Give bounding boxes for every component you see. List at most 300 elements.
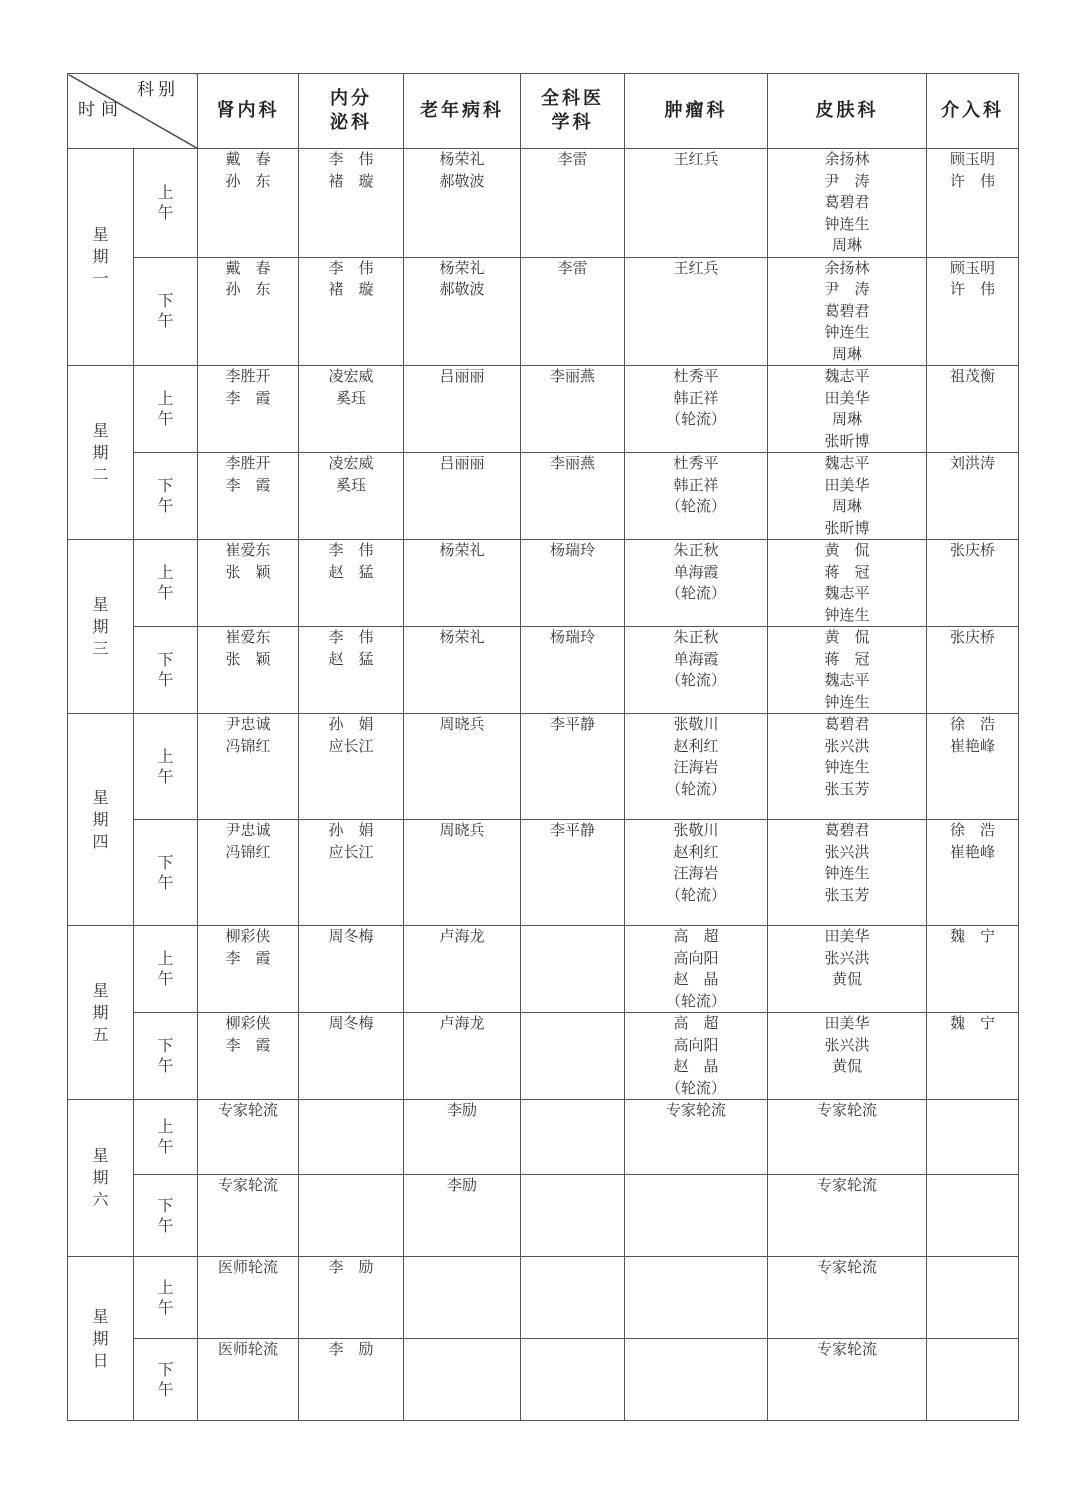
doctor-cell (521, 453, 625, 540)
day-label-char: 六 (92, 1190, 109, 1209)
doctor-name: 杨荣礼 (439, 628, 485, 646)
half-day-label (134, 1013, 198, 1100)
doctor-cell (198, 820, 299, 926)
doctor-cell (299, 714, 404, 820)
doctor-cell (625, 1339, 768, 1421)
doctor-name: 蒋 冠 (824, 649, 870, 668)
doctor-cell (927, 820, 1019, 926)
doctor-name: 冯锦红 (225, 842, 271, 861)
day-label-char: 星 (92, 980, 109, 1000)
half-day-label-char: 午 (157, 202, 174, 222)
doctor-name: 黄侃 (831, 970, 862, 988)
doctor-name: 张 颖 (225, 562, 271, 581)
doctor-name: 余扬林 (824, 258, 870, 277)
doctor-name: （轮流） (665, 410, 726, 428)
doctor-name: 钟连生 (824, 605, 870, 624)
doctor-cell (299, 149, 404, 258)
doctor-name: 专家轮流 (816, 1340, 877, 1358)
half-day-label-char: 午 (157, 872, 174, 892)
doctor-name: 高 超 (673, 927, 719, 945)
doctor-name: 魏志平 (824, 367, 870, 385)
doctor-name: 吕丽丽 (439, 367, 485, 385)
doctor-cell (768, 714, 927, 820)
doctor-name: 葛碧君 (824, 193, 870, 211)
doctor-name: 周晓兵 (439, 821, 485, 839)
doctor-cell (768, 820, 927, 926)
doctor-cell (299, 1257, 404, 1339)
doctor-name: 顾玉明 (949, 258, 995, 277)
doctor-name: 朱正秋 (673, 628, 719, 646)
doctor-name: 专家轮流 (217, 1176, 278, 1194)
doctor-cell (625, 1175, 768, 1257)
doctor-name: 吕丽丽 (439, 454, 485, 472)
doctor-name: 李 伟 (328, 628, 374, 646)
doctor-name: 汪海岩 (673, 864, 719, 882)
doctor-cell (768, 926, 927, 1013)
doctor-name: 周琳 (831, 410, 862, 428)
doctor-cell (768, 1100, 927, 1175)
doctor-cell (299, 1100, 404, 1175)
day-label-char: 一 (92, 269, 109, 288)
half-day-label (134, 540, 198, 627)
doctor-name: 孙 娟 (328, 715, 374, 733)
doctor-cell (521, 257, 625, 366)
doctor-cell (404, 540, 521, 627)
dept-header-label: 介入科 (941, 100, 1004, 121)
doctor-name: 专家轮流 (816, 1258, 877, 1276)
doctor-name: 李 霞 (225, 475, 271, 494)
doctor-cell (299, 257, 404, 366)
doctor-name: 李雷 (557, 150, 588, 168)
doctor-name: 蒋 冠 (824, 562, 870, 581)
doctor-cell (625, 366, 768, 453)
doctor-name: 魏 宁 (949, 1014, 995, 1032)
day-label-char: 三 (92, 638, 109, 658)
day-label-char: 期 (92, 809, 109, 829)
doctor-name: 田美华 (824, 388, 870, 407)
day-label-char: 期 (92, 247, 109, 266)
doctor-name: 戴 春 (225, 258, 271, 277)
doctor-name: 徐 浩 (949, 821, 995, 839)
doctor-name: 朱正秋 (673, 541, 719, 559)
doctor-name: 周晓兵 (439, 715, 485, 733)
doctor-cell (625, 926, 768, 1013)
doctor-name: （轮流） (665, 885, 726, 904)
doctor-name: （轮流） (665, 497, 726, 515)
doctor-name: 崔艳峰 (949, 736, 995, 755)
half-day-label (134, 820, 198, 926)
doctor-name: 李平静 (549, 821, 595, 839)
schedule-row (68, 926, 1019, 1013)
doctor-name: 医师轮流 (217, 1340, 278, 1358)
doctor-cell (198, 1339, 299, 1421)
doctor-cell (521, 627, 625, 714)
day-label-char: 星 (92, 1306, 109, 1326)
half-day-label-char: 午 (157, 969, 174, 988)
half-day-label-char: 午 (157, 311, 174, 331)
day-label (68, 540, 134, 714)
doctor-cell (625, 149, 768, 258)
doctor-name: 医师轮流 (217, 1258, 278, 1276)
doctor-cell (521, 820, 625, 926)
doctor-name: 钟连生 (824, 692, 870, 711)
doctor-name: 钟连生 (824, 323, 870, 341)
corner-header (68, 74, 198, 149)
doctor-name: 周琳 (831, 344, 862, 363)
doctor-name: 卢海龙 (439, 927, 485, 945)
doctor-cell (625, 1100, 768, 1175)
doctor-name: 张昕博 (824, 518, 870, 537)
doctor-name: （轮流） (665, 779, 726, 798)
doctor-name: 李 励 (328, 1340, 374, 1358)
doctor-cell (404, 1257, 521, 1339)
half-day-label-char: 下 (157, 1036, 174, 1055)
doctor-name: 顾玉明 (949, 150, 995, 168)
doctor-cell (927, 926, 1019, 1013)
day-label-char: 星 (92, 594, 109, 614)
doctor-name: 高向阳 (673, 948, 719, 967)
half-day-label (134, 1339, 198, 1421)
half-day-label-char: 午 (157, 670, 174, 689)
doctor-name: 许 伟 (949, 171, 995, 190)
schedule-row (68, 366, 1019, 453)
doctor-name: 钟连生 (824, 758, 870, 776)
doctor-name: 杨瑞玲 (549, 628, 595, 646)
day-label (68, 926, 134, 1100)
half-day-label-char: 上 (157, 1117, 174, 1136)
doctor-name: 专家轮流 (816, 1101, 877, 1119)
doctor-name: 钟连生 (824, 864, 870, 882)
day-label-char: 期 (92, 442, 109, 462)
half-day-label-char: 午 (157, 496, 174, 515)
doctor-cell (768, 627, 927, 714)
header-row (68, 74, 1019, 149)
doctor-cell (198, 257, 299, 366)
doctor-cell (768, 1339, 927, 1421)
doctor-name: 黄 侃 (824, 628, 870, 646)
doctor-name: 奚珏 (335, 388, 366, 407)
doctor-name: 张兴洪 (824, 736, 870, 755)
doctor-cell (625, 257, 768, 366)
doctor-name: 赵 晶 (673, 1057, 719, 1075)
doctor-cell (299, 926, 404, 1013)
doctor-name: 李励 (446, 1101, 477, 1119)
doctor-cell (927, 366, 1019, 453)
doctor-cell (404, 820, 521, 926)
half-day-label (134, 1175, 198, 1257)
doctor-cell (625, 453, 768, 540)
doctor-name: 李 伟 (328, 150, 374, 168)
corner-time-label: 时间 (78, 100, 124, 120)
doctor-name: 周琳 (831, 497, 862, 515)
doctor-name: 专家轮流 (665, 1101, 726, 1119)
dept-header-label: 肾内科 (216, 100, 280, 121)
doctor-name: 崔爱东 (225, 628, 271, 646)
doctor-cell (625, 1257, 768, 1339)
doctor-name: 专家轮流 (816, 1176, 877, 1194)
day-label (68, 149, 134, 366)
doctor-cell (299, 820, 404, 926)
doctor-name: 葛碧君 (824, 301, 870, 320)
day-label-char: 星 (92, 225, 109, 244)
doctor-cell (198, 366, 299, 453)
doctor-name: 张敬川 (673, 821, 719, 839)
half-day-label-char: 上 (157, 746, 174, 766)
doctor-cell (198, 149, 299, 258)
doctor-cell (404, 1013, 521, 1100)
half-day-label-char: 上 (157, 182, 174, 202)
day-label-char: 四 (92, 831, 109, 851)
schedule-row (68, 714, 1019, 820)
day-label-char: 五 (92, 1024, 109, 1044)
doctor-cell (768, 366, 927, 453)
day-label (68, 1257, 134, 1421)
doctor-cell (198, 1013, 299, 1100)
doctor-name: 杨荣礼 (439, 150, 485, 168)
doctor-name: 李丽燕 (549, 454, 595, 472)
dept-header-label: 皮肤科 (815, 100, 879, 121)
day-label-char: 星 (92, 1146, 109, 1165)
half-day-label-char: 午 (157, 1056, 174, 1075)
doctor-cell (299, 627, 404, 714)
doctor-name: （轮流） (665, 671, 726, 689)
day-label-char: 星 (92, 420, 109, 440)
doctor-name: 田美华 (824, 927, 870, 945)
doctor-name: 葛碧君 (824, 821, 870, 839)
half-day-label-char: 午 (157, 409, 174, 428)
dept-header (521, 74, 625, 149)
half-day-label-char: 下 (157, 852, 174, 872)
schedule-row (68, 1339, 1019, 1421)
doctor-name: 凌宏威 (328, 454, 374, 472)
doctor-cell (198, 1257, 299, 1339)
doctor-cell (768, 1013, 927, 1100)
doctor-cell (404, 627, 521, 714)
doctor-name: 杨荣礼 (439, 258, 485, 277)
schedule-row (68, 627, 1019, 714)
doctor-cell (927, 257, 1019, 366)
half-day-label-char: 上 (157, 563, 174, 582)
doctor-name: 余扬林 (824, 150, 870, 168)
schedule-row (68, 453, 1019, 540)
half-day-label-char: 午 (157, 1379, 174, 1399)
doctor-name: 张庆桥 (949, 541, 995, 559)
doctor-cell (404, 1175, 521, 1257)
doctor-name: 李 霞 (225, 948, 271, 967)
half-day-label (134, 1257, 198, 1339)
doctor-cell (768, 257, 927, 366)
dept-header (625, 74, 768, 149)
doctor-cell (299, 453, 404, 540)
doctor-name: 周琳 (831, 236, 862, 254)
half-day-label-char: 午 (157, 1297, 174, 1317)
dept-header-label: 内分 泌科 (330, 88, 372, 133)
schedule-table (67, 73, 1019, 1421)
half-day-label-char: 下 (157, 291, 174, 311)
doctor-name: 孙 娟 (328, 821, 374, 839)
doctor-name: 魏志平 (824, 584, 870, 602)
half-day-label-char: 午 (157, 1137, 174, 1156)
half-day-label (134, 149, 198, 258)
doctor-cell (625, 627, 768, 714)
doctor-cell (198, 1100, 299, 1175)
doctor-name: 王红兵 (673, 150, 719, 168)
half-day-label-char: 上 (157, 389, 174, 408)
doctor-name: 赵利红 (673, 736, 719, 755)
doctor-name: 田美华 (824, 475, 870, 494)
doctor-name: 杜秀平 (673, 454, 719, 472)
doctor-cell (625, 1013, 768, 1100)
doctor-cell (521, 1013, 625, 1100)
doctor-name: 孙 东 (225, 280, 271, 298)
half-day-label (134, 714, 198, 820)
doctor-cell (927, 453, 1019, 540)
doctor-name: 崔艳峰 (949, 842, 995, 861)
doctor-name: 田美华 (824, 1014, 870, 1032)
doctor-name: 张兴洪 (824, 948, 870, 967)
schedule-row (68, 540, 1019, 627)
doctor-cell (299, 1013, 404, 1100)
doctor-name: 高 超 (673, 1014, 719, 1032)
doctor-name: 杨瑞玲 (549, 541, 595, 559)
half-day-label (134, 1100, 198, 1175)
doctor-cell (927, 540, 1019, 627)
doctor-name: 张玉芳 (824, 885, 870, 904)
day-label-char: 期 (92, 616, 109, 636)
doctor-cell (521, 1175, 625, 1257)
doctor-name: 凌宏威 (328, 367, 374, 385)
day-label-char: 期 (92, 1002, 109, 1022)
doctor-name: 李 励 (328, 1258, 374, 1276)
doctor-name: 冯锦红 (225, 736, 271, 755)
doctor-name: 赵 猛 (328, 562, 374, 581)
dept-header-label: 老年病科 (420, 100, 504, 121)
doctor-cell (299, 366, 404, 453)
doctor-name: 魏 宁 (949, 927, 995, 945)
doctor-name: 张昕博 (824, 431, 870, 450)
doctor-name: 郝敬波 (439, 280, 485, 298)
doctor-name: 尹 涛 (824, 280, 870, 298)
doctor-name: 钟连生 (824, 214, 870, 233)
doctor-cell (768, 1257, 927, 1339)
dept-header (198, 74, 299, 149)
doctor-cell (198, 926, 299, 1013)
doctor-cell (927, 1100, 1019, 1175)
half-day-label-char: 上 (157, 1277, 174, 1297)
schedule-body (68, 149, 1019, 1421)
half-day-label (134, 257, 198, 366)
doctor-cell (404, 926, 521, 1013)
doctor-name: 应长江 (328, 736, 374, 755)
doctor-cell (299, 1175, 404, 1257)
doctor-name: 李丽燕 (549, 367, 595, 385)
doctor-name: 张庆桥 (949, 628, 995, 646)
doctor-cell (404, 453, 521, 540)
doctor-name: 魏志平 (824, 671, 870, 689)
doctor-name: 卢海龙 (439, 1014, 485, 1032)
day-label (68, 1100, 134, 1257)
half-day-label (134, 453, 198, 540)
doctor-name: （轮流） (665, 991, 726, 1010)
doctor-cell (927, 714, 1019, 820)
doctor-name: 应长江 (328, 842, 374, 861)
doctor-name: 李 霞 (225, 1035, 271, 1054)
doctor-name: 李平静 (549, 715, 595, 733)
doctor-name: 张 颖 (225, 649, 271, 668)
doctor-cell (521, 540, 625, 627)
doctor-cell (198, 540, 299, 627)
doctor-cell (521, 1100, 625, 1175)
doctor-name: 李 伟 (328, 258, 374, 277)
day-label (68, 714, 134, 926)
doctor-name: 李 伟 (328, 541, 374, 559)
doctor-cell (299, 540, 404, 627)
schedule-row (68, 149, 1019, 258)
doctor-cell (404, 714, 521, 820)
schedule-row (68, 1175, 1019, 1257)
doctor-name: 黄侃 (831, 1057, 862, 1075)
doctor-name: 赵利红 (673, 842, 719, 861)
doctor-name: 张兴洪 (824, 842, 870, 861)
doctor-cell (625, 820, 768, 926)
doctor-cell (927, 627, 1019, 714)
doctor-name: 单海霞 (673, 562, 719, 581)
schedule-row (68, 257, 1019, 366)
doctor-cell (768, 149, 927, 258)
doctor-cell (404, 257, 521, 366)
doctor-name: （轮流） (665, 1078, 726, 1097)
doctor-cell (768, 453, 927, 540)
half-day-label (134, 627, 198, 714)
day-label-char: 二 (92, 464, 109, 484)
doctor-cell (198, 627, 299, 714)
doctor-cell (521, 1257, 625, 1339)
doctor-name: 高向阳 (673, 1035, 719, 1054)
doctor-name: 褚 璇 (328, 171, 374, 190)
doctor-name: 柳彩侠 (225, 1014, 271, 1032)
doctor-cell (927, 149, 1019, 258)
doctor-name: 李 霞 (225, 388, 271, 407)
dept-header (768, 74, 927, 149)
doctor-name: 尹 涛 (824, 171, 870, 190)
doctor-cell (198, 714, 299, 820)
doctor-name: 杨荣礼 (439, 541, 485, 559)
doctor-name: 尹忠诚 (225, 821, 271, 839)
doctor-cell (768, 540, 927, 627)
doctor-name: 周冬梅 (328, 1014, 374, 1032)
doctor-name: 葛碧君 (824, 715, 870, 733)
half-day-label (134, 926, 198, 1013)
day-label-char: 日 (92, 1350, 109, 1370)
doctor-cell (927, 1257, 1019, 1339)
doctor-name: 祖茂衡 (949, 367, 995, 385)
schedule-row (68, 1100, 1019, 1175)
doctor-name: 杜秀平 (673, 367, 719, 385)
doctor-name: 戴 春 (225, 150, 271, 168)
half-day-label-char: 午 (157, 583, 174, 602)
corner-department-label: 科别 (137, 80, 179, 100)
doctor-cell (927, 1175, 1019, 1257)
doctor-name: 孙 东 (225, 171, 271, 190)
day-label (68, 366, 134, 540)
doctor-cell (198, 1175, 299, 1257)
schedule-row (68, 820, 1019, 926)
half-day-label-char: 下 (157, 476, 174, 495)
doctor-name: 黄 侃 (824, 541, 870, 559)
doctor-cell (404, 1100, 521, 1175)
doctor-cell (625, 540, 768, 627)
half-day-label (134, 366, 198, 453)
